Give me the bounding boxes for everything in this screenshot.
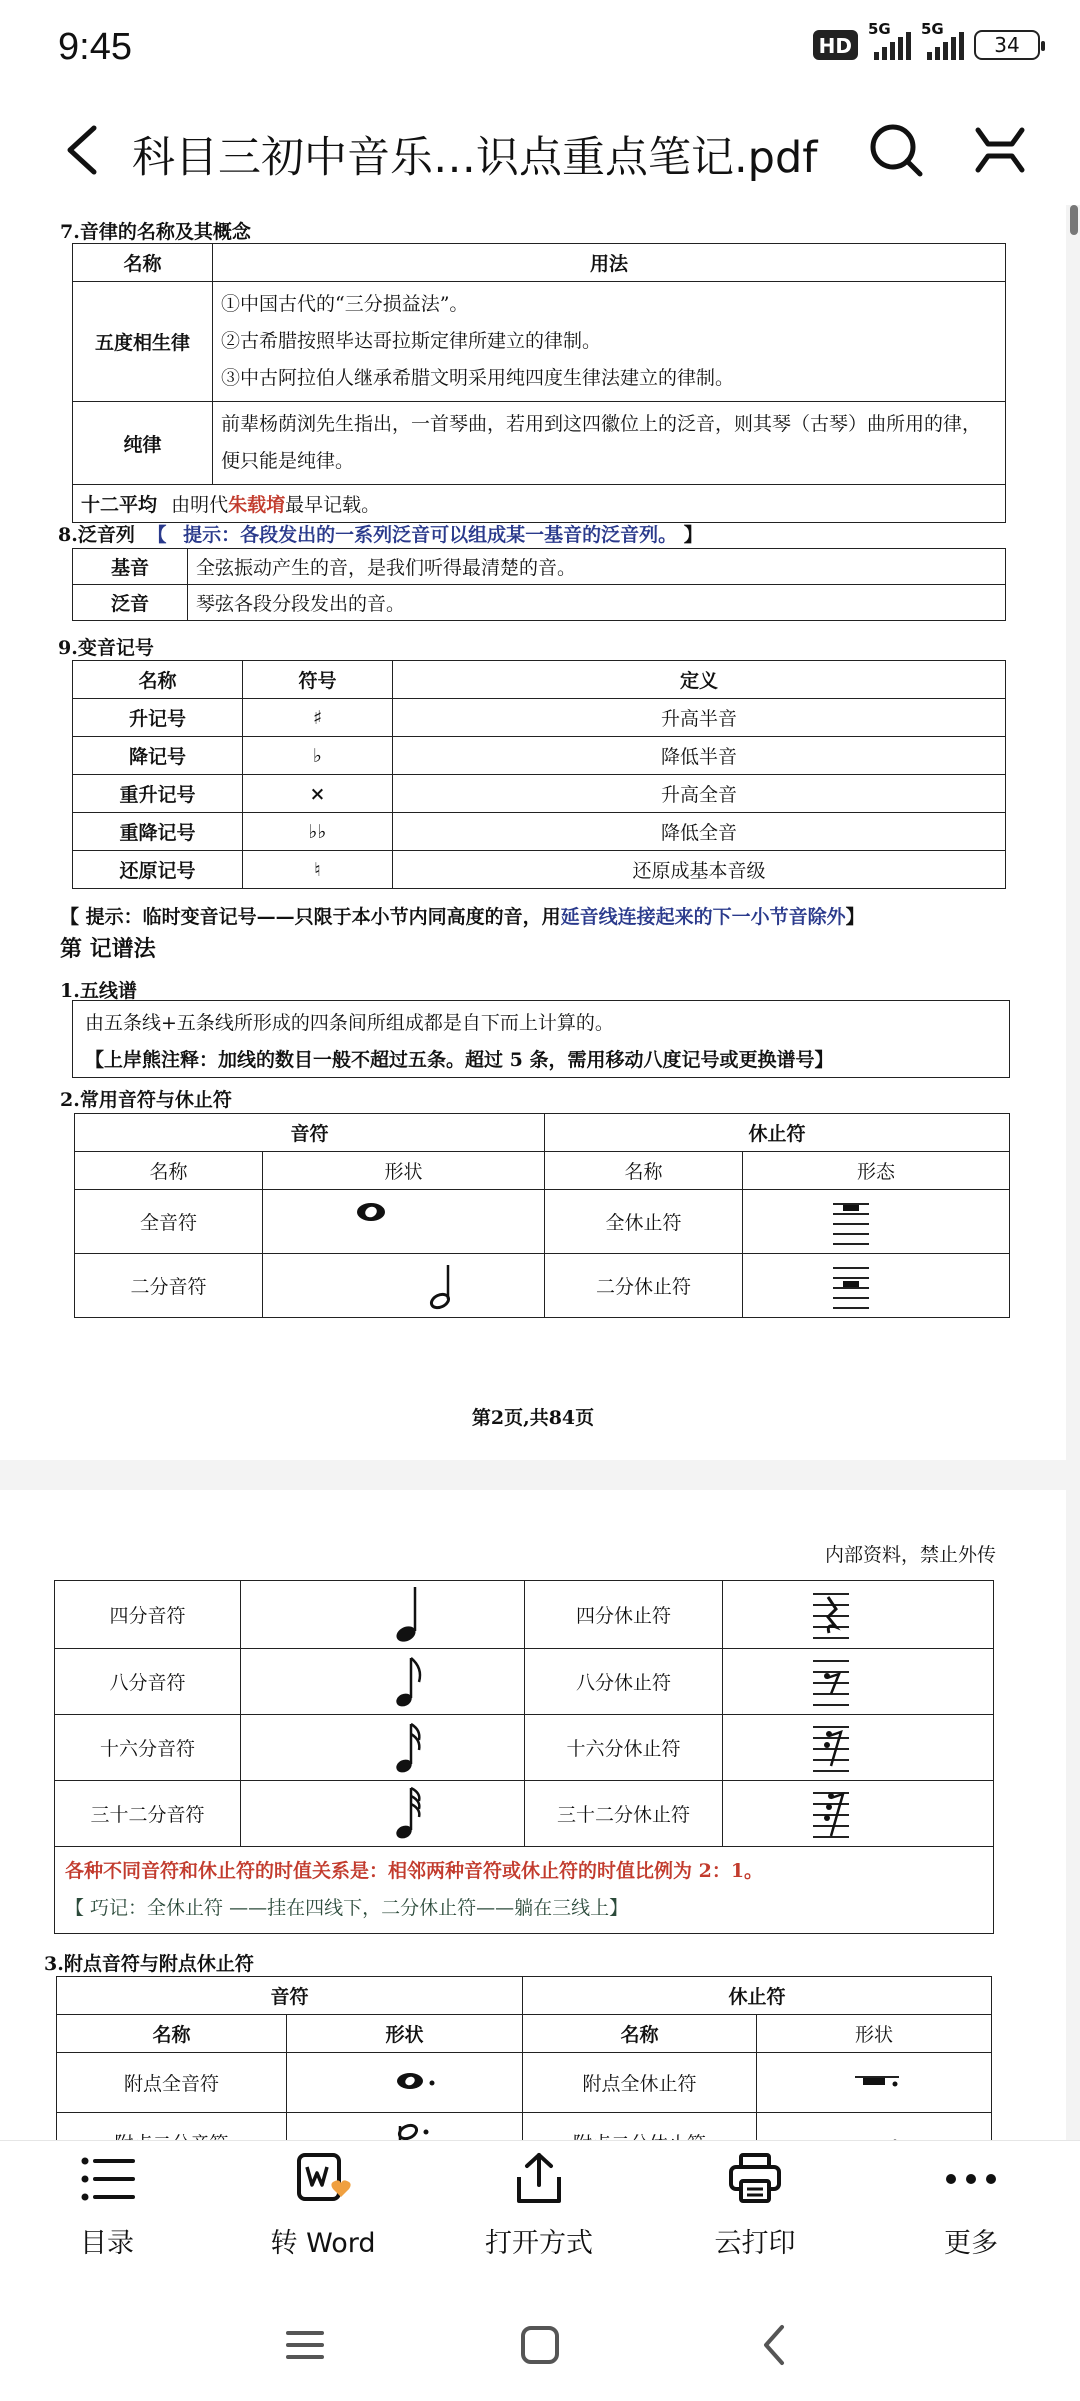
sixteenth-note-glyph-cell: [241, 1715, 525, 1781]
sixteenth-rest-icon: [811, 1720, 851, 1776]
toolbar-more-button[interactable]: [886, 2151, 1056, 2260]
share-icon: [509, 2151, 569, 2207]
hint-bracket: 【: [147, 524, 167, 546]
clock: 9:45: [58, 26, 132, 68]
notes-rests-table: [74, 1113, 1010, 1318]
notes-rests-table-cont: [54, 1580, 994, 1934]
collapse-icon[interactable]: [972, 122, 1028, 178]
thirtysecond-rest-glyph-cell: [723, 1781, 994, 1847]
section-title-text: 8.泛音列: [58, 524, 135, 546]
internal-note: 内部资料，禁止外传: [824, 1544, 996, 1566]
eighth-rest-icon: [811, 1654, 851, 1710]
thirtysecond-rest-icon: [811, 1786, 851, 1842]
table-header: 休止符: [545, 1114, 1010, 1152]
dotted-whole-note-icon: [390, 2063, 450, 2103]
nav-back-icon[interactable]: [740, 2315, 810, 2375]
table-cell: 三十二分音符: [55, 1781, 241, 1847]
table-cell: 升高全音: [393, 775, 1006, 813]
document-title: 科目三初中音乐…识点重点笔记.pdf: [132, 133, 818, 183]
temperament-table: [72, 243, 1006, 523]
whole-note-glyph-cell: [263, 1190, 545, 1254]
table-cell: 降低半音: [393, 737, 1006, 775]
pdf-page-2: [0, 205, 1066, 1460]
network-type-label-2: 5G: [921, 20, 944, 38]
table-cell: 纯律: [73, 402, 213, 485]
table-cell: 八分音符: [55, 1649, 241, 1715]
toolbar-open-with-button[interactable]: [454, 2151, 624, 2260]
box-line: 由五条线+五条线所形成的四条间所组成都是自下而上计算的。: [85, 1012, 614, 1034]
table-cell: 降低全音: [393, 813, 1006, 851]
box-line: 【上岸熊注释：加线的数目一般不超过五条。超过 5 条，需用移动八度记号或更换谱号】: [85, 1049, 834, 1071]
status-bar: [0, 0, 1080, 100]
table-cell: 名称: [57, 2015, 287, 2053]
table-cell: 泛音: [73, 585, 188, 621]
half-rest-icon: [831, 1261, 871, 1311]
table-cell: 重升记号: [73, 775, 243, 813]
table-cell: 五度相生律: [73, 282, 213, 402]
search-icon[interactable]: [866, 120, 926, 180]
table-cell: 全弦振动产生的音，是我们听得最清楚的音。: [188, 549, 1006, 585]
accidental-table: [72, 660, 1006, 889]
staff-box: [72, 1000, 1010, 1078]
pdf-page-3: [0, 1490, 1066, 2170]
table-header: 名称: [73, 244, 213, 282]
whole-rest-glyph-cell: [743, 1190, 1010, 1254]
table-header: 音符: [57, 1977, 523, 2015]
table-cell: 附点全休止符: [523, 2053, 757, 2113]
section-title: 3.附点音符与附点休止符: [44, 1953, 254, 1975]
cell-text: 由明代: [171, 494, 229, 516]
table-cell: 还原成基本音级: [393, 851, 1006, 889]
thirtysecond-note-glyph-cell: [241, 1781, 525, 1847]
sixteenth-note-icon: [385, 1718, 425, 1778]
double-sharp-symbol: ×: [243, 775, 393, 813]
hint-text: 【 提示：临时变音记号——只限于本小节内同高度的音，用: [60, 906, 561, 928]
table-header: 符号: [243, 661, 393, 699]
hint-bracket: 】: [683, 524, 703, 546]
flat-symbol: ♭: [243, 737, 393, 775]
hint-text: 提示：各段发出的一系列泛音可以组成某一基音的泛音列。: [183, 524, 678, 546]
table-cell: 基音: [73, 549, 188, 585]
more-icon: [941, 2151, 1001, 2207]
table-header: 定义: [393, 661, 1006, 699]
table-cell: 还原记号: [73, 851, 243, 889]
double-flat-symbol: ♭♭: [243, 813, 393, 851]
cell-line: ①中国古代的“三分损益法”。: [221, 293, 469, 315]
sixteenth-rest-glyph-cell: [723, 1715, 994, 1781]
table-cell: 名称: [523, 2015, 757, 2053]
overtone-table: [72, 548, 1006, 621]
battery-icon: 34: [974, 30, 1040, 60]
table-cell: [213, 402, 1006, 485]
cell-line: 前辈杨荫浏先生指出，一首琴曲，若用到这四徽位上的泛音，则其琴（古琴）曲所用的律，: [221, 413, 982, 435]
table-cell: 二分休止符: [545, 1254, 743, 1318]
table-cell: 形态: [743, 1152, 1010, 1190]
cell-label: 十二平均: [81, 494, 158, 516]
half-rest-glyph-cell: [743, 1254, 1010, 1318]
bottom-toolbar: [0, 2140, 1080, 2290]
app-bar: [0, 100, 1080, 200]
hd-voice-icon: HD: [813, 30, 858, 60]
word-convert-icon: [293, 2151, 353, 2207]
cell-text: 最早记载。: [285, 494, 381, 516]
table-cell: 附点全音符: [57, 2053, 287, 2113]
eighth-note-glyph-cell: [241, 1649, 525, 1715]
table-cell: 四分休止符: [525, 1581, 723, 1649]
scrollbar-thumb[interactable]: [1070, 205, 1078, 235]
table-cell: 降记号: [73, 737, 243, 775]
table-cell: 琴弦各段分段发出的音。: [188, 585, 1006, 621]
table-cell: 名称: [75, 1152, 263, 1190]
toolbar-label: 更多: [944, 2228, 998, 2259]
table-cell: [55, 1847, 994, 1934]
system-nav-bar: [0, 2290, 1080, 2401]
natural-symbol: ♮: [243, 851, 393, 889]
table-cell: 全音符: [75, 1190, 263, 1254]
table-header: 用法: [213, 244, 1006, 282]
table-cell: 形状: [263, 1152, 545, 1190]
recent-apps-icon[interactable]: [270, 2315, 340, 2375]
section-title-overtone: [58, 520, 703, 547]
sharp-symbol: ♯: [243, 699, 393, 737]
table-cell: 四分音符: [55, 1581, 241, 1649]
table-cell: 名称: [545, 1152, 743, 1190]
whole-rest-icon: [831, 1197, 871, 1247]
toolbar-label: 打开方式: [485, 2228, 593, 2259]
table-cell: 十六分音符: [55, 1715, 241, 1781]
ratio-note: 各种不同音符和休止符的时值关系是：相邻两种音符或休止符的时值比例为 2：1。: [65, 1860, 764, 1882]
table-cell: [213, 282, 1006, 402]
table-cell: 形状: [287, 2015, 523, 2053]
quarter-rest-icon: [811, 1587, 851, 1643]
list-icon: [77, 2151, 137, 2207]
quarter-note-glyph-cell: [241, 1581, 525, 1649]
table-cell: 八分休止符: [525, 1649, 723, 1715]
pdf-viewer[interactable]: [0, 205, 1080, 2140]
table-cell: 升记号: [73, 699, 243, 737]
section-title: 1.五线谱: [60, 980, 137, 1002]
quarter-note-icon: [385, 1583, 425, 1647]
toolbar-label: 云打印: [714, 2228, 796, 2259]
home-icon[interactable]: [505, 2315, 575, 2375]
back-icon[interactable]: [58, 122, 108, 178]
toolbar-catalog-button[interactable]: [22, 2151, 192, 2260]
eighth-note-icon: [385, 1652, 425, 1712]
table-cell: [73, 485, 1006, 523]
cell-line: 便只能是纯律。: [221, 450, 355, 472]
table-cell: 全休止符: [545, 1190, 743, 1254]
section-title: 7.音律的名称及其概念: [60, 221, 251, 243]
page-number: 第2页,共84页: [471, 1407, 595, 1429]
section-title: 2.常用音符与休止符: [60, 1089, 232, 1111]
table-cell: 二分音符: [75, 1254, 263, 1318]
whole-note-icon: [351, 1192, 391, 1232]
cell-line: ②古希腊按照毕达哥拉斯定律所建立的律制。: [221, 330, 602, 352]
table-cell: 十六分休止符: [525, 1715, 723, 1781]
signal-5g-icon: [868, 20, 911, 60]
table-cell: 升高半音: [393, 699, 1006, 737]
half-note-glyph-cell: [263, 1254, 545, 1318]
signal-5g-icon-2: [921, 20, 964, 60]
table-header: 休止符: [523, 1977, 992, 2015]
printer-icon: [725, 2151, 785, 2207]
chapter-title: 第 记谱法: [60, 936, 156, 962]
table-header: 音符: [75, 1114, 545, 1152]
cell-line: ③中古阿拉伯人继承希腊文明采用纯四度生律法建立的律制。: [221, 367, 735, 389]
table-cell: 重降记号: [73, 813, 243, 851]
accidental-hint: [60, 902, 865, 929]
memo-note: 【 巧记：全休止符 ——挂在四线下，二分休止符——躺在三线上】: [65, 1897, 629, 1919]
hint-bracket: 】: [845, 906, 865, 928]
toolbar-label: 转 Word: [270, 2228, 376, 2259]
thirtysecond-note-icon: [385, 1784, 425, 1844]
quarter-rest-glyph-cell: [723, 1581, 994, 1649]
section-title: 9.变音记号: [58, 637, 154, 659]
hint-text-blue: 延音线连接起来的下一小节音除外: [560, 906, 846, 928]
table-header: 名称: [73, 661, 243, 699]
table-cell: 三十二分休止符: [525, 1781, 723, 1847]
highlight-text: 朱载堉: [228, 494, 286, 516]
half-note-icon: [421, 1261, 461, 1311]
eighth-rest-glyph-cell: [723, 1649, 994, 1715]
dotted-whole-rest-icon: [855, 2068, 915, 2098]
toolbar-cloud-print-button[interactable]: [670, 2151, 840, 2260]
status-icons: [813, 20, 1040, 60]
toolbar-label: 目录: [80, 2228, 134, 2259]
table-cell: 形状: [757, 2015, 992, 2053]
toolbar-to-word-button[interactable]: [238, 2151, 408, 2260]
network-type-label: 5G: [868, 20, 891, 38]
dotted-whole-rest-glyph-cell: [757, 2053, 992, 2113]
dotted-whole-note-glyph-cell: [287, 2053, 523, 2113]
